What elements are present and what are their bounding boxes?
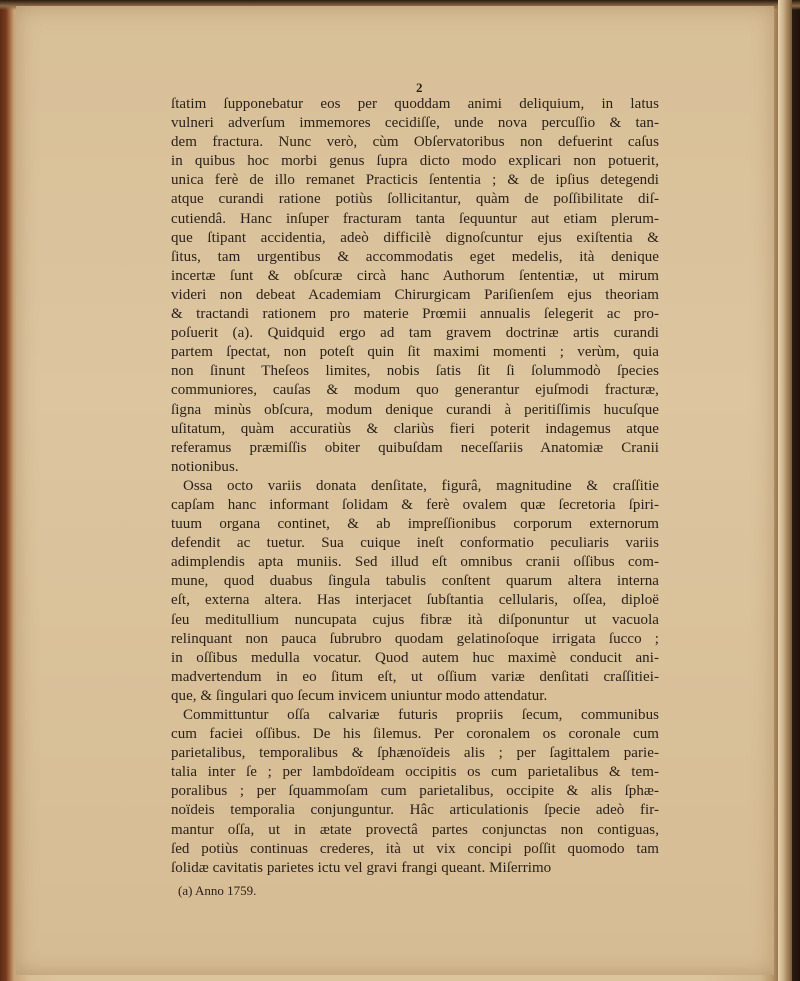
text-line: ſolidæ cavitatis parietes ictu vel gravi frangi queant. Miſerrimo	[171, 859, 552, 876]
text-line: ſitus, tam urgentibus & accommodatis eget medelis, ità denique	[171, 248, 659, 265]
text-line: ſeu meditullium nuncupata cujus fibræ ità diſponuntur ut vacuola	[171, 611, 659, 628]
text-line: que, & ſingulari quo ſecum invicem uniuntur modo attendatur.	[171, 687, 548, 704]
text-line: partem ſpectat, non poteſt quin ſit maximi momenti ; verùm, quia	[171, 344, 659, 361]
text-line: parietalibus, temporalibus & ſphænoïdeis alis ; per ſagittalem parie-	[171, 745, 659, 762]
text-line: relinquant non pauca ſubrubro quodam gelatinoſoque irrigata ſucco ;	[171, 630, 659, 647]
text-line: capſam hanc informant ſolidam & ferè ovalem quæ ſecretoria ſpiri-	[171, 496, 659, 513]
text-line: madvertendum in eo ſitum eſt, ut oſſium variæ denſitati craſſitiei-	[171, 668, 659, 685]
text-line: vulneri adverſum immemores cecidiſſe, unde nova percuſſio & tan-	[171, 115, 659, 132]
paragraph-1	[171, 95, 659, 477]
page-number: 2	[416, 80, 423, 95]
text-line: incertæ ſunt & obſcuræ circà hanc Authorum ſententiæ, ut mirum	[171, 267, 659, 284]
text-line: que ſtipant accidentia, adeò difficilè dignoſcuntur ejus exiſtentia &	[171, 229, 659, 246]
footnote: (a) Anno 1759.	[178, 883, 257, 898]
text-line: communiores, cauſas & modum quo generantur ejuſmodi fracturæ,	[171, 382, 659, 399]
text-line: dem fractura. Nunc verò, cùm Obſervatoribus non defuerint caſus	[171, 134, 659, 151]
text-line: ſed potiùs continuas crederes, ità ut vix concipi poſſit quomodo tam	[171, 840, 659, 857]
text-line: atque curandi ratione potiùs ſollicitantur, quàm de poſſibilitate diſ-	[171, 191, 659, 208]
text-line: Committuntur oſſa calvariæ futuris propriis ſecum, communibus	[183, 707, 659, 723]
text-line: uſitatum, quàm accuratiùs & clariùs fieri poterit indagemus atque	[171, 420, 659, 437]
text-line: in quibus hoc morbi genus ſupra dicto modo explicari non potuerit,	[171, 153, 659, 170]
text-line: tuum organa continet, & ab impreſſionibus corporum externorum	[171, 516, 659, 533]
text-line: mune, quod duabus ſingula tabulis conſtent quarum altera interna	[171, 573, 659, 590]
text-line: defendit ac tuetur. Sua cuique ineſt conformatio peculiaris variis	[171, 535, 659, 552]
book-gutter	[778, 0, 792, 981]
text-line: & tractandi rationem pro materie Prœmii annualis ſelegerit ac pro-	[171, 306, 659, 323]
text-line: ſtatim ſupponebatur eos per quoddam animi deliquium, in latus	[171, 96, 659, 112]
text-line: Ossa octo variis donata denſitate, figurâ, magnitudine & craſſitie	[183, 477, 659, 494]
text-line: referamus præmiſſis obiter quibuſdam neceſſariis Anatomiæ Cranii	[171, 439, 659, 456]
text-line: poſuerit (a). Quidquid ergo ad tam gravem doctrinæ artis curandi	[171, 325, 659, 342]
text-line: ſigna minùs obſcura, modum denique curandi à peritiſſimis hucuſque	[171, 401, 659, 418]
text-line: mantur oſſa, ut in ætate provectâ partes conjunctas non contiguas,	[171, 821, 659, 838]
paragraph-3	[171, 706, 659, 878]
text-line: unica ferè de illo remanet Practicis ſententia ; & de ipſius detegendi	[171, 172, 659, 189]
text-line: in oſſibus medulla vocatur. Quod autem huc maximè conducit ani-	[171, 649, 659, 666]
text-line: talia inter ſe ; per lambdoïdeam occipitis os cum parietalibus & tem-	[171, 764, 659, 781]
text-line: noïdeis temporalia conjunguntur. Hâc articulationis ſpecie adeò fir-	[171, 802, 659, 819]
text-line: eſt, externa altera. Has interjacet ſubſtantia cellularis, oſſea, diploë	[171, 592, 659, 609]
text-line: poralibus ; per ſquammoſam cum parietalibus, occipite & alis ſphæ-	[171, 783, 659, 800]
text-line: non ſinunt Theſeos limites, nobis ſatis ſit ſi ſolummodò ſpecies	[171, 363, 659, 380]
text-line: videri non debeat Academiam Chirurgicam Pariſienſem ejus theoriam	[171, 286, 659, 303]
text-line: cum faciei oſſibus. De his ſilemus. Per coronalem os coronale cum	[171, 726, 659, 743]
text-line: adimplendis apta muniis. Sed illud eſt omnibus cranii oſſibus com-	[171, 554, 659, 571]
text-line: notionibus.	[171, 458, 239, 475]
body-text	[171, 95, 659, 878]
text-line: cutiendâ. Hanc inſuper fracturam tanta ſequuntur aut etiam plerum-	[171, 210, 659, 227]
paragraph-2	[171, 477, 659, 706]
